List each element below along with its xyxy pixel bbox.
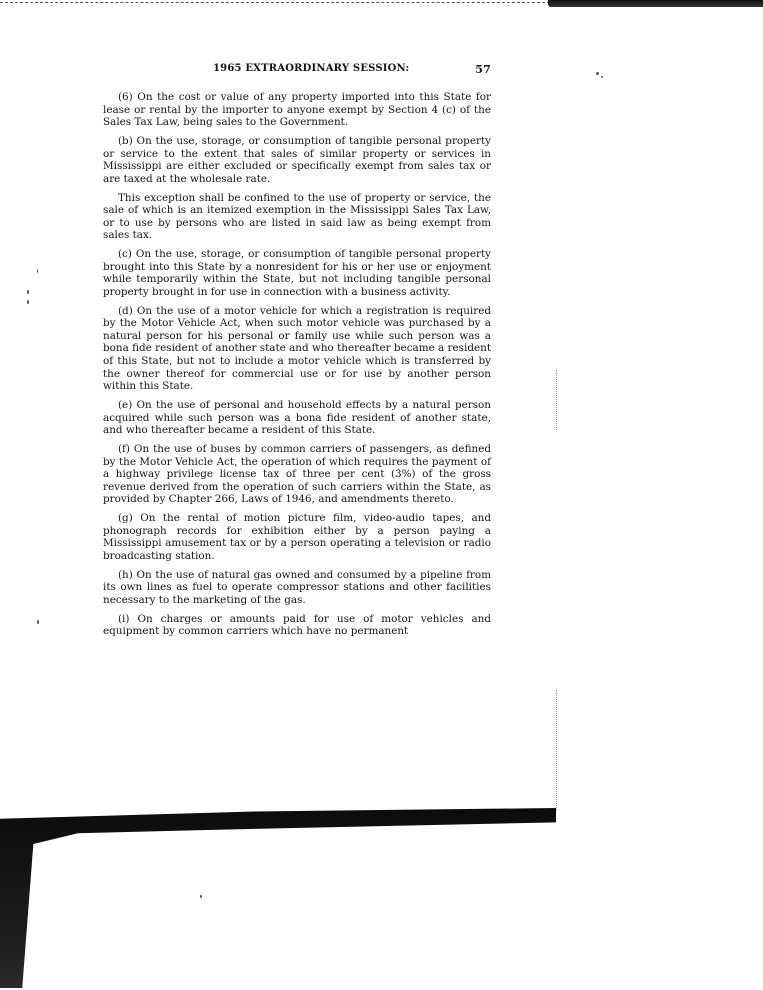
paragraph-6: (6) On the cost or value of any property imported into this State for lease or rental by the importer to anyone exempt by Section 4 (c) of the Sales Tax Law, being sales to the Government. [103, 91, 491, 129]
body-text [103, 91, 491, 644]
scan-margin-line [556, 690, 557, 810]
scan-speck [27, 290, 29, 294]
page-number: 57 [475, 63, 491, 76]
paragraph-exception: This exception shall be confined to the use of property or service, the sale of which is an itemized exemption in the Mississippi Sales Tax Law, or to use by persons who are listed in said law as being exempt from sales tax. [103, 191, 491, 242]
scan-speck [37, 269, 38, 273]
scan-bottom-shadow [0, 808, 556, 988]
scan-dashed-line [0, 2, 560, 3]
paragraph-c: (c) On the use, storage, or consumption of tangible personal property brought into this State by a nonresident for his or her use or enjoyment while temporarily within the State, but not including tangible personal property brought in for use in connection with a business activity. [103, 248, 491, 298]
scan-speck [596, 72, 599, 75]
scan-speck [601, 76, 603, 78]
scan-speck [200, 895, 202, 898]
scan-margin-line [556, 370, 557, 430]
paragraph-i: (i) On charges or amounts paid for use of motor vehicles and equipment by common carriers which have no permanent [103, 612, 491, 638]
paragraph-f: (f) On the use of buses by common carriers of passengers, as defined by the Motor Vehicle Act, the operation of which requires the payment of a highway privilege license tax of three per cent (3%) of the gross revenue derived from the operation of such carriers within the State, as provided by Chapter 266, Laws of 1946, and amendments thereto. [103, 442, 491, 506]
scan-speck [27, 300, 29, 304]
paragraph-h: (h) On the use of natural gas owned and consumed by a pipeline from its own lines as fuel to operate compressor stations and other facilities necessary to the marketing of the gas. [103, 568, 491, 606]
running-header [213, 63, 491, 79]
paragraph-g: (g) On the rental of motion picture film, video-audio tapes, and phonograph records for exhibition either by a person paying a Mississippi amusement tax or by a person operating a television or radio broadcasting station. [103, 512, 491, 562]
scan-speck [37, 620, 39, 624]
paragraph-b: (b) On the use, storage, or consumption of tangible personal property or service to the extent that sales of similar property or services in Mississippi are either excluded or specifically exempt from sales tax or are taxed at the wholesale rate. [103, 134, 491, 185]
header-title: 1965 EXTRAORDINARY SESSION: [213, 63, 410, 74]
scan-dark-bar [548, 0, 763, 7]
paragraph-e: (e) On the use of personal and household effects by a natural person acquired while such person was a bona fide resident of another state, and who thereafter became a resident of this State. [103, 399, 491, 437]
scan-top-edge [0, 0, 763, 12]
paragraph-d: (d) On the use of a motor vehicle for which a registration is required by the Motor Vehicle Act, when such motor vehicle was purchased by a natural person for his personal or family use while such person was a bona fide resident of another state and who thereafter became a resident of this State, but not to include a motor vehicle which is transferred by the owner thereof for commercial use or for use by another person within this State. [103, 304, 491, 393]
